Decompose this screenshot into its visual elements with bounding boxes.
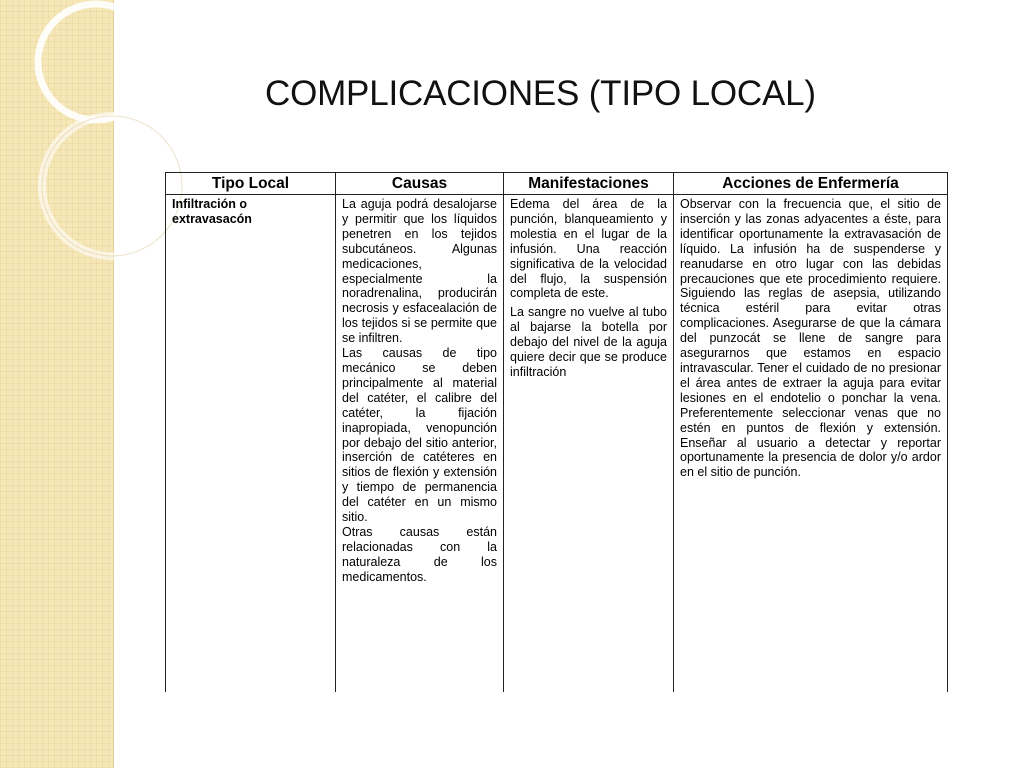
slide-title: COMPLICACIONES (TIPO LOCAL) (265, 74, 816, 113)
causas-paragraph: Otras causas están relacionadas con la naturaleza de los medicamentos. (342, 524, 497, 584)
header-acciones: Acciones de Enfermería (674, 173, 948, 195)
tipo-local-cell (166, 195, 336, 693)
acciones-paragraph: Observar con la frecuencia que, el sitio de inserción y las zonas adyacentes a éste, para identificar oportunamente la extravasación de líquido. La infusión ha de suspenderse y reanudarse en otro lugar con las debidas precauciones que ete procedimiento requiere. Siguiendo las reglas de asepsia, utilizando técnica estéril para evitar otras complicaciones. Asegurarse de que la cámara del punzocát se llene de sangre para asegurarnos que estamos en espacio intravascular. Tener el cuidado de no presionar el área antes de extraer la aguja para evitar lesiones en el endotelio o ponchar la vena. Preferentemente seleccionar venas que no estén en puntos de flexión y extensión. Enseñar al usuario a detectar y reportar oportunamente la presencia de dolor y/o ardor en el sitio de punción. (680, 197, 941, 480)
causas-cell (336, 195, 504, 693)
tipo-local-text: Infiltración o extravasacón (172, 197, 252, 226)
manifestaciones-paragraph: La sangre no vuelve al tubo al bajarse la botella por debajo del nivel de la aguja quiere decir que se produce infiltración (510, 305, 667, 379)
table-row (166, 195, 948, 693)
header-causas: Causas (336, 173, 504, 195)
table-header-row (166, 173, 948, 195)
complications-table (165, 172, 948, 692)
manifestaciones-paragraph: Edema del área de la punción, blanqueamiento y molestia en el lugar de la infusión. Una reacción significativa de la velocidad del flujo, la suspensión completa de este. (510, 197, 667, 301)
acciones-cell (674, 195, 948, 693)
header-tipo-local: Tipo Local (166, 173, 336, 195)
manifestaciones-cell (504, 195, 674, 693)
header-manifestaciones: Manifestaciones (504, 173, 674, 195)
causas-paragraph: La aguja podrá desalojarse y permitir que los líquidos penetren en los tejidos subcutáneos. Algunas medicaciones, especialmente la noradrenalina, producirán necrosis y esfacealación de los tejidos si se permite que se infiltren. (342, 197, 497, 346)
causas-paragraph: Las causas de tipo mecánico se deben principalmente al material del catéter, el calibre del catéter, la fijación inapropiada, venopunción por debajo del sitio anterior, inserción de catéteres en sitios de flexión y extensión y tiempo de permanencia del catéter en un mismo sitio. (342, 346, 497, 525)
